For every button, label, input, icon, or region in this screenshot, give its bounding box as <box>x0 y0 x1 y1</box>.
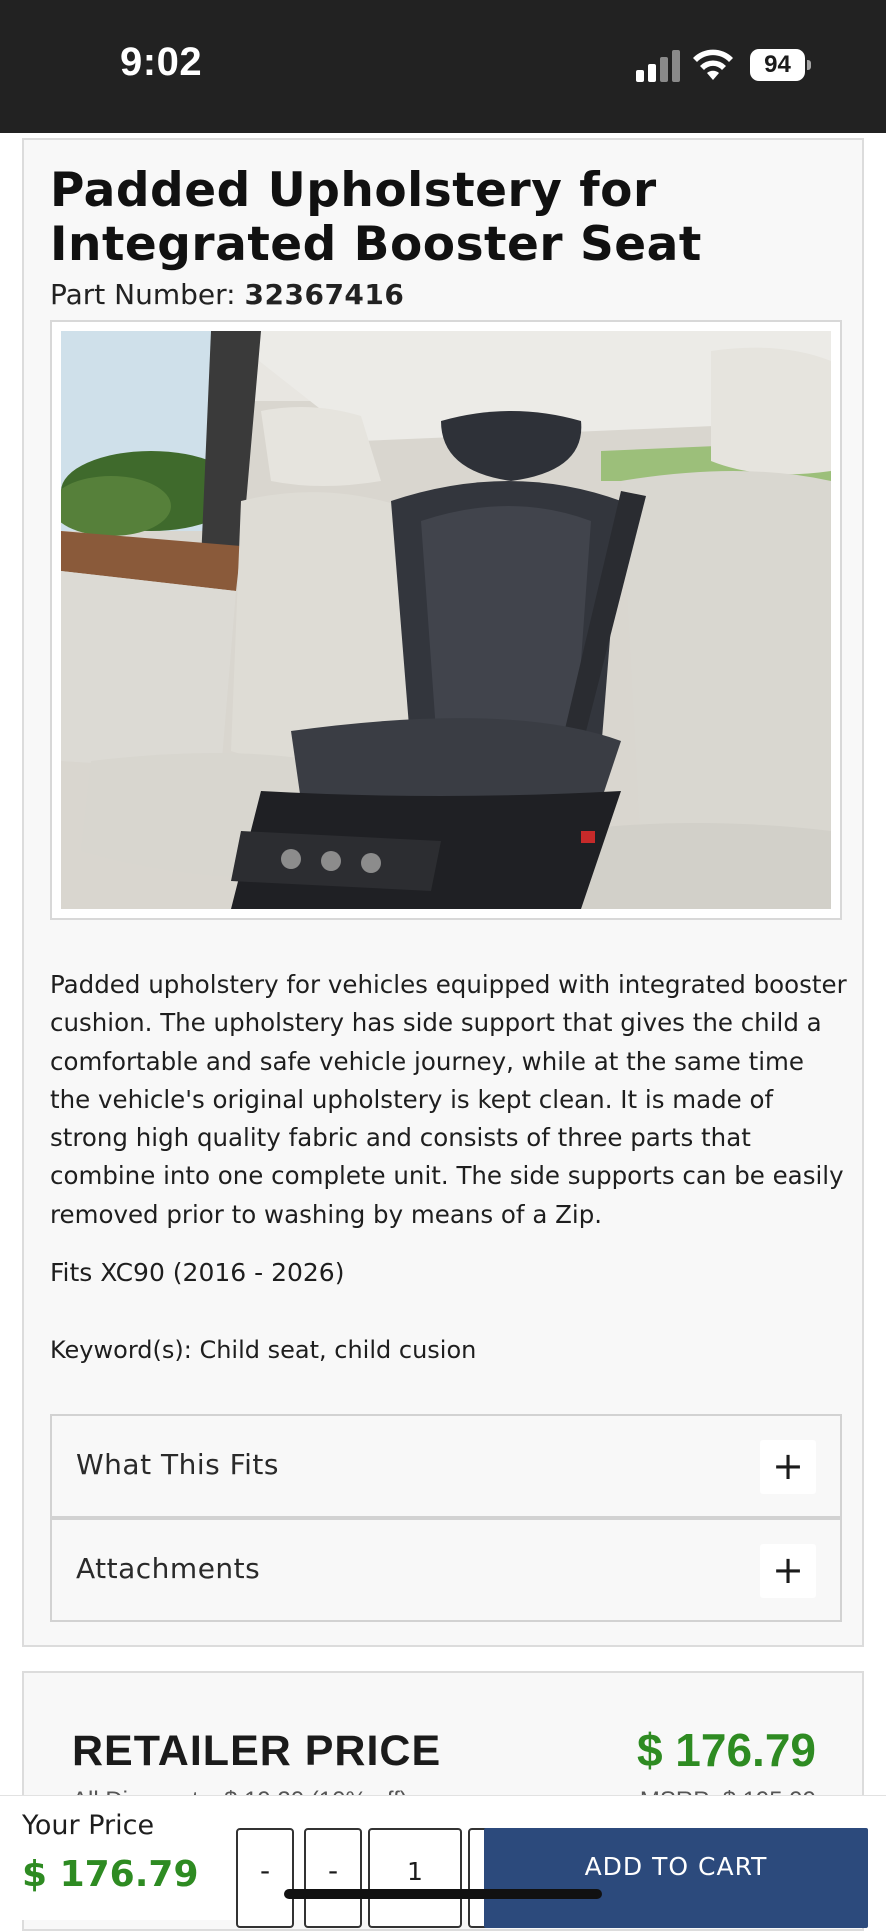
add-to-cart-bar <box>0 1795 886 1920</box>
accordion-label: Attachments <box>76 1552 261 1585</box>
product-title: Padded Upholstery for Integrated Booster Seat <box>50 163 702 272</box>
part-number-label: Part Number: <box>50 278 236 311</box>
plus-icon[interactable]: + <box>760 1440 816 1494</box>
battery-level: 94 <box>750 49 805 81</box>
retailer-price-label: RETAILER PRICE <box>72 1727 442 1775</box>
retailer-price-value: $ 176.79 <box>636 1724 816 1776</box>
part-number-value: 32367416 <box>244 278 405 311</box>
part-number-line <box>50 278 404 311</box>
battery-icon <box>750 49 810 81</box>
status-bar <box>0 0 886 133</box>
accordion-what-this-fits[interactable] <box>50 1414 842 1518</box>
your-price-label: Your Price <box>22 1810 155 1841</box>
accordion-attachments[interactable] <box>50 1518 842 1622</box>
product-image[interactable] <box>61 331 831 909</box>
add-to-cart-button[interactable]: ADD TO CART <box>484 1828 868 1928</box>
fits-text: Fits XC90 (2016 - 2026) <box>50 1258 345 1287</box>
wifi-icon <box>692 46 734 82</box>
product-card <box>22 138 864 1647</box>
quantity-input[interactable]: 1 <box>368 1828 462 1928</box>
home-indicator <box>284 1889 602 1899</box>
plus-icon[interactable]: + <box>760 1544 816 1598</box>
battery-cap <box>807 60 811 70</box>
signal-icon <box>636 50 682 82</box>
product-description: Padded upholstery for vehicles equipped with integrated booster cushion. The upholstery has side support that gives the child a comfortable and safe vehicle journey, while at the same time the vehicle's original upholstery is kept clean. It is made of strong high quality fabric and consists of three parts that combine into one complete unit. The side supports can be easily removed prior to washing by means of a Zip. <box>50 970 847 1229</box>
accordion-label: What This Fits <box>76 1448 279 1481</box>
your-price-value: $ 176.79 <box>22 1854 199 1895</box>
decrement-button[interactable]: - <box>236 1828 294 1928</box>
decrement-button-secondary[interactable]: - <box>304 1828 362 1928</box>
status-time: 9:02 <box>120 40 203 84</box>
product-image-frame[interactable] <box>50 320 842 920</box>
keywords-text: Keyword(s): Child seat, child cusion <box>50 1336 477 1364</box>
